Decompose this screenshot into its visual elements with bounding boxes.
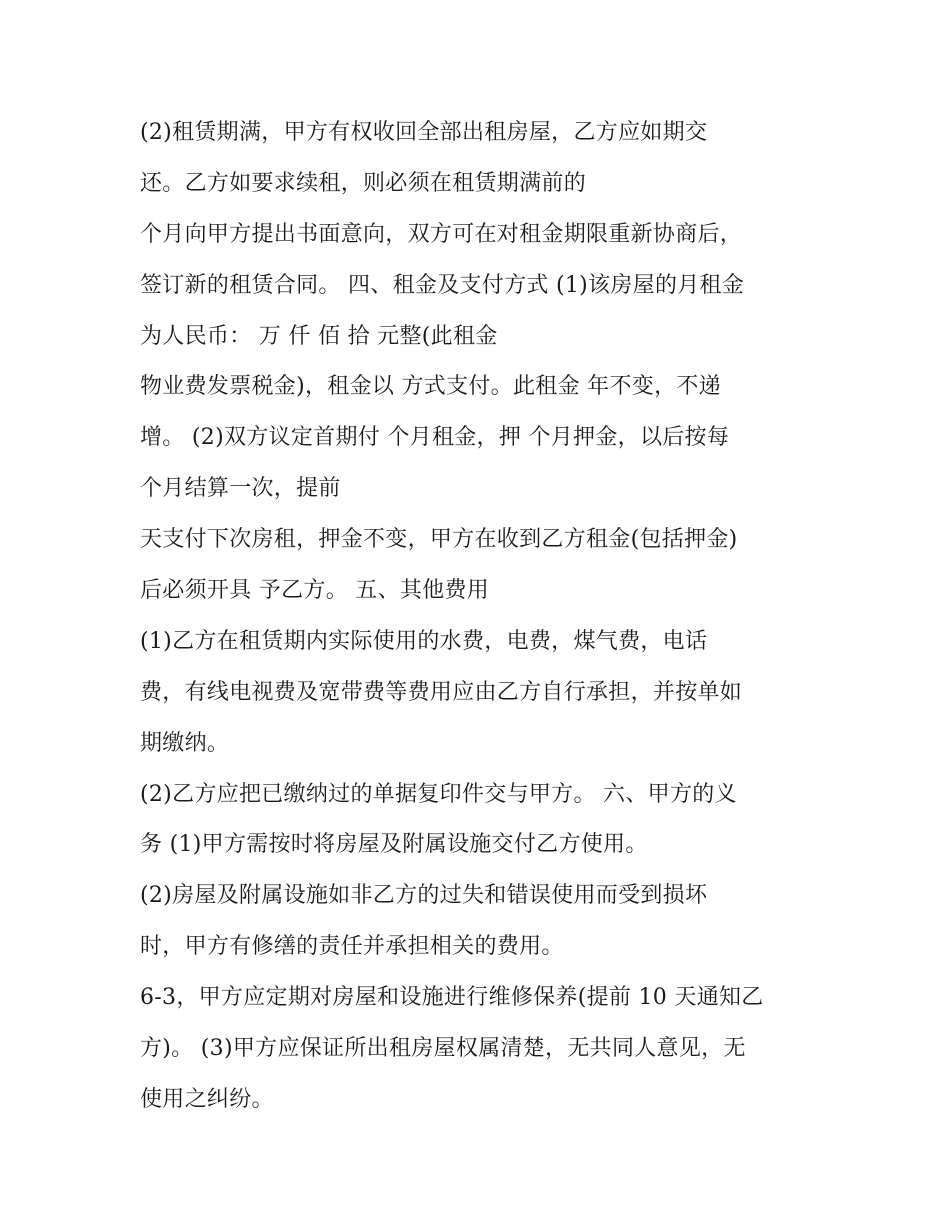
text-line: 方)。 (3)甲方应保证所出租房屋权属清楚，无共同人意见，无 [140, 1036, 746, 1062]
text-line: 后必须开具 予乙方。 五、其他费用 [140, 578, 490, 604]
text-line: 务 (1)甲方需按时将房屋及附属设施交付乙方使用。 [140, 832, 648, 858]
text-line: 还。乙方如要求续租，则必须在租赁期满前的 [140, 170, 587, 196]
text-line: 个月结算一次，提前 [140, 476, 341, 502]
text-line: 天支付下次房租，押金不变，甲方在收到乙方租金(包括押金) [140, 527, 738, 553]
text-line: 个月向甲方提出书面意向，双方可在对租金期限重新协商后， [140, 221, 743, 247]
text-line: 增。 (2)双方议定首期付 个月租金，押 个月押金，以后按每 [140, 425, 730, 451]
text-line: (2)乙方应把已缴纳过的单据复印件交与甲方。 六、甲方的义 [140, 781, 737, 807]
text-line: 时，甲方有修缮的责任并承担相关的费用。 [140, 934, 564, 960]
text-line: (2)房屋及附属设施如非乙方的过失和错误使用而受到损坏 [140, 883, 708, 909]
text-line: 物业费发票税金)，租金以 方式支付。此租金 年不变，不递 [140, 374, 721, 400]
text-line: (2)租赁期满，甲方有权收回全部出租房屋，乙方应如期交 [140, 120, 708, 145]
contract-text [140, 108, 820, 1126]
text-line: 签订新的租赁合同。 四、租金及支付方式 (1)该房屋的月租金 [140, 272, 745, 298]
text-line: 期缴纳。 [140, 730, 230, 756]
text-line: 为人民币： 万 仟 佰 拾 元整(此租金 [140, 323, 498, 349]
text-line: 费，有线电视费及宽带费等费用应由乙方自行承担，并按单如 [140, 679, 743, 705]
text-line: 使用之纠纷。 [140, 1086, 274, 1112]
text-line: (1)乙方在租赁期内实际使用的水费，电费，煤气费，电话 [140, 628, 708, 654]
text-line: 6-3，甲方应定期对房屋和设施进行维修保养(提前 10 天通知乙 [140, 985, 764, 1011]
